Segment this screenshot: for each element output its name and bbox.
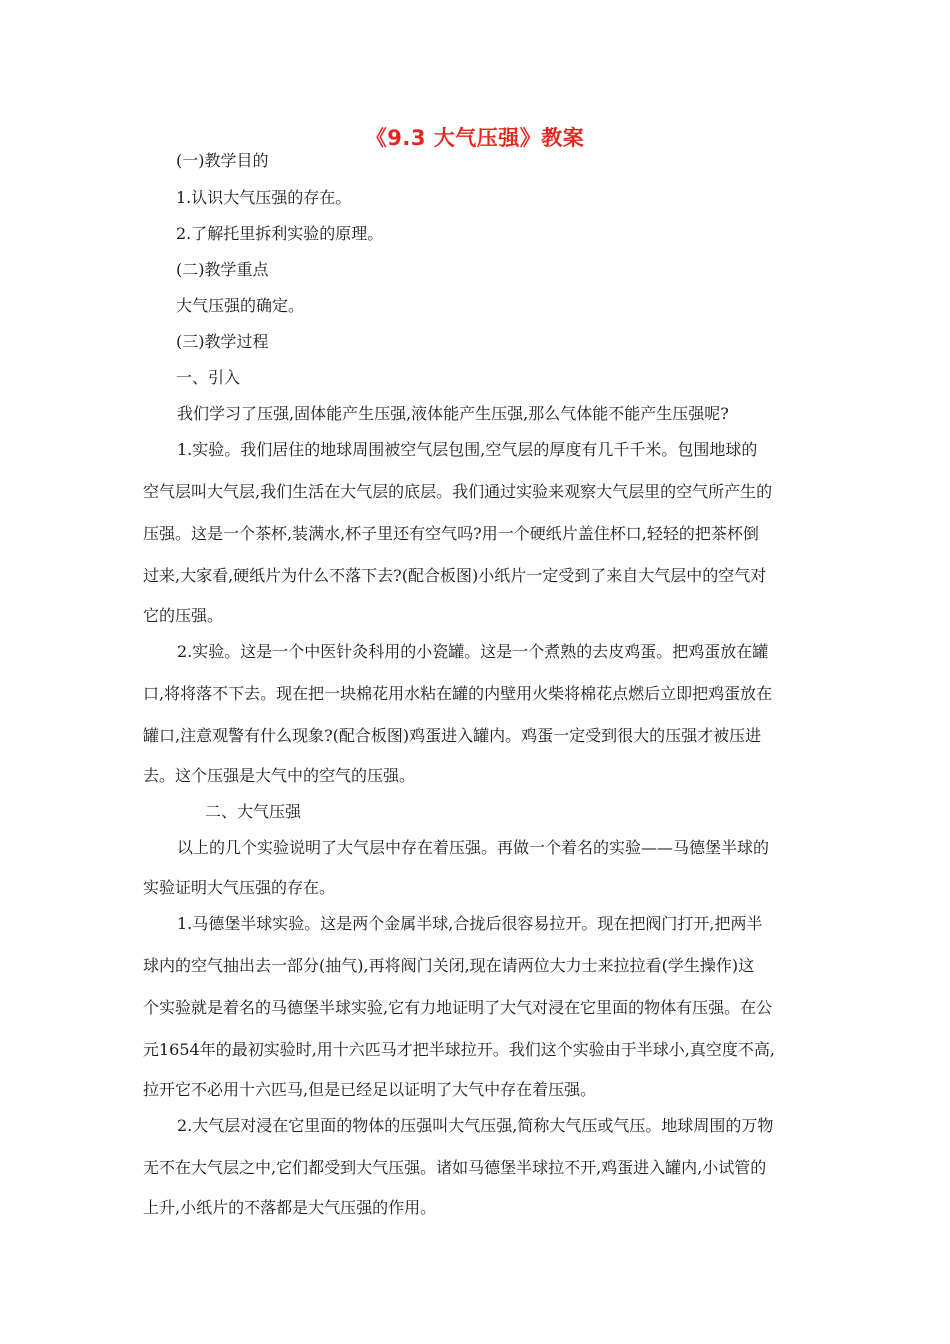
- paragraph-line: 球内的空气抽出去一部分(抽气),再将阀门关闭,现在请两位大力士来拉拉看(学生操作)这: [143, 956, 755, 975]
- goal-item-1: 1.认识大气压强的存在。: [176, 188, 352, 207]
- document-title: 《9.3 大气压强》教案: [365, 126, 585, 150]
- paragraph-line: 个实验就是着名的马德堡半球实验,它有力地证明了大气对浸在它里面的物体有压强。在公: [143, 998, 773, 1017]
- paragraph-line: 口,将将落不下去。现在把一块棉花用水粘在罐的内壁用火柴将棉花点燃后立即把鸡蛋放在: [143, 684, 773, 703]
- paragraph-line: 元1654年的最初实验时,用十六匹马才把半球拉开。我们这个实验由于半球小,真空度不高,: [143, 1040, 775, 1059]
- heading-focus: (二)教学重点: [176, 260, 269, 279]
- paragraph-line: 我们学习了压强,固体能产生压强,液体能产生压强,那么气体能不能产生压强呢?: [177, 404, 729, 423]
- paragraph-line: 2.大气层对浸在它里面的物体的压强叫大气压强,简称大气压或气压。地球周围的万物: [177, 1116, 774, 1135]
- paragraph-line: 过来,大家看,硬纸片为什么不落下去?(配合板图)小纸片一定受到了来自大气层中的空气对: [143, 566, 767, 585]
- heading-process: (三)教学过程: [176, 332, 269, 351]
- goal-item-2: 2.了解托里拆利实验的原理。: [176, 224, 384, 243]
- heading-section-2: 二、大气压强: [205, 802, 302, 821]
- paragraph-line: 拉开它不必用十六匹马,但是已经足以证明了大气中存在着压强。: [143, 1080, 597, 1099]
- paragraph-line: 空气层叫大气层,我们生活在大气层的底层。我们通过实验来观察大气层里的空气所产生的: [143, 482, 773, 501]
- heading-goals: (一)教学目的: [176, 151, 269, 170]
- paragraph-line: 压强。这是一个茶杯,装满水,杯子里还有空气吗?用一个硬纸片盖住杯口,轻轻的把茶杯倒: [143, 524, 759, 543]
- paragraph-line: 1.马德堡半球实验。这是两个金属半球,合拢后很容易拉开。现在把阀门打开,把两半: [177, 914, 763, 933]
- paragraph-line: 以上的几个实验说明了大气层中存在着压强。再做一个着名的实验——马德堡半球的: [177, 838, 770, 857]
- paragraph-line: 它的压强。: [143, 606, 224, 625]
- paragraph-line: 上升,小纸片的不落都是大气压强的作用。: [143, 1198, 437, 1217]
- paragraph-line: 无不在大气层之中,它们都受到大气压强。诸如马德堡半球拉不开,鸡蛋进入罐内,小试管的: [143, 1158, 767, 1177]
- paragraph-line: 2.实验。这是一个中医针灸科用的小瓷罐。这是一个煮熟的去皮鸡蛋。把鸡蛋放在罐: [177, 642, 769, 661]
- heading-intro: 一、引入: [176, 368, 241, 387]
- paragraph-line: 1.实验。我们居住的地球周围被空气层包围,空气层的厚度有几千千米。包围地球的: [177, 440, 758, 459]
- paragraph-line: 罐口,注意观警有什么现象?(配合板图)鸡蛋进入罐内。鸡蛋一定受到很大的压强才被压进: [143, 726, 762, 745]
- focus-text: 大气压强的确定。: [176, 296, 305, 315]
- paragraph-line: 去。这个压强是大气中的空气的压强。: [143, 766, 416, 785]
- paragraph-line: 实验证明大气压强的存在。: [143, 878, 336, 897]
